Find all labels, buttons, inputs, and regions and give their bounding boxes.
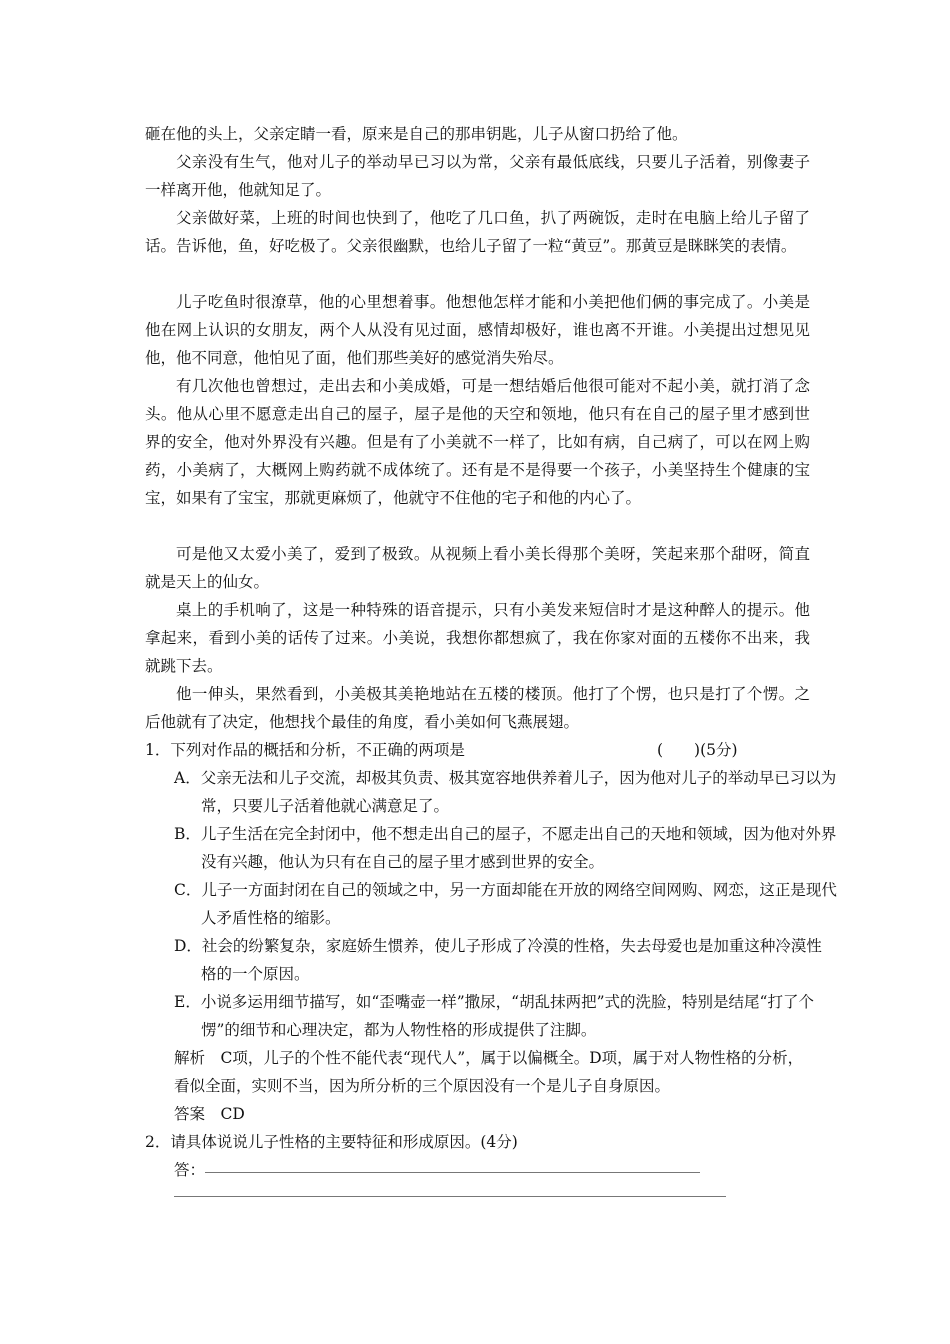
story-paragraph: 父亲没有生气，他对儿子的举动早已习以为常，父亲有最低底线，只要儿子活着，别像妻子一样离开他，他就知足了。 <box>145 153 810 199</box>
option-d: D．社会的纷繁复杂，家庭娇生惯养，使儿子形成了冷漠的性格，失去母爱也是加重这种冷漠性格的一个原因。 <box>174 937 822 983</box>
option-b: B．儿子生活在完全封闭中，他不想走出自己的屋子，不愿走出自己的天地和领域，因为他对外界没有兴趣，他认为只有在自己的屋子里才感到世界的安全。 <box>174 825 837 871</box>
option-a: A．父亲无法和儿子交流，却极其负责、极其宽容地供养着儿子，因为他对儿子的举动早已习以为常，只要儿子活着他就心满意足了。 <box>174 769 837 815</box>
story-paragraph: 可是他又太爱小美了，爱到了极致。从视频上看小美长得那个美呀，笑起来那个甜呀，简直就是天上的仙女。 <box>145 545 810 591</box>
option-e: E．小说多运用细节描写，如“歪嘴壶一样”撒尿，“胡乱抹两把”式的洗脸，特别是结尾“打了个愣”的细节和心理决定，都为人物性格的形成提供了注脚。 <box>174 993 814 1039</box>
story-paragraph: 桌上的手机响了，这是一种特殊的语音提示，只有小美发来短信时才是这种醉人的提示。他拿起来，看到小美的话传了过来。小美说，我想你都想疯了，我在你家对面的五楼你不出来，我就跳下去。 <box>145 601 810 675</box>
story-paragraph: 有几次他也曾想过，走出去和小美成婚，可是一想结婚后他很可能对不起小美，就打消了念头。他从心里不愿意走出自己的屋子，屋子是他的天空和领地，他只有在自己的屋子里才感到世界的安全，他对外界没有兴趣。但是有了小美就不一样了，比如有病，自己病了，可以在网上购药，小美病了，大概网上购药就不成体统了。还有是不是得要一个孩子，小美坚持生个健康的宝宝，如果有了宝宝，那就更麻烦了，他就守不住他的宅子和他的内心了。 <box>145 377 810 507</box>
story-paragraph: 儿子吃鱼时很潦草，他的心里想着事。他想他怎样才能和小美把他们俩的事完成了。小美是他在网上认识的女朋友，两个人从没有见过面，感情却极好，谁也离不开谁。小美提出过想见见他，他不同意，他怕见了面，他们那些美好的感觉消失殆尽。 <box>145 293 810 367</box>
question-1-marks: ( )(5分) <box>657 741 738 759</box>
question-2-stem: 2．请具体说说儿子性格的主要特征和形成原因。(4分) <box>145 1133 518 1151</box>
story-paragraph: 父亲做好菜，上班的时间也快到了，他吃了几口鱼，扒了两碗饭，走时在电脑上给儿子留了话。告诉他，鱼，好吃极了。父亲很幽默，也给儿子留了一粒“黄豆”。那黄豆是眯眯笑的表情。 <box>145 209 810 255</box>
answer-line[interactable] <box>205 1172 700 1173</box>
story-paragraph: 他一伸头，果然看到，小美极其美艳地站在五楼的楼顶。他打了个愣，也只是打了个愣。之后他就有了决定，他想找个最佳的角度，看小美如何飞燕展翅。 <box>145 685 810 731</box>
answer-label: 答： <box>174 1161 206 1179</box>
answer-line[interactable] <box>174 1196 726 1197</box>
option-c: C．儿子一方面封闭在自己的领域之中，另一方面却能在开放的网络空间网购、网恋，这正是现代人矛盾性格的缩影。 <box>174 881 837 927</box>
question-1-analysis: 解析 C项，儿子的个性不能代表“现代人”，属于以偏概全。D项，属于对人物性格的分析，看似全面，实则不当，因为所分析的三个原因没有一个是儿子自身原因。 <box>174 1049 804 1095</box>
question-1-answer: 答案 CD <box>174 1105 245 1123</box>
question-1-stem: 1．下列对作品的概括和分析，不正确的两项是 <box>145 741 465 759</box>
story-paragraph: 砸在他的头上，父亲定睛一看，原来是自己的那串钥匙，儿子从窗口扔给了他。 <box>145 125 688 143</box>
